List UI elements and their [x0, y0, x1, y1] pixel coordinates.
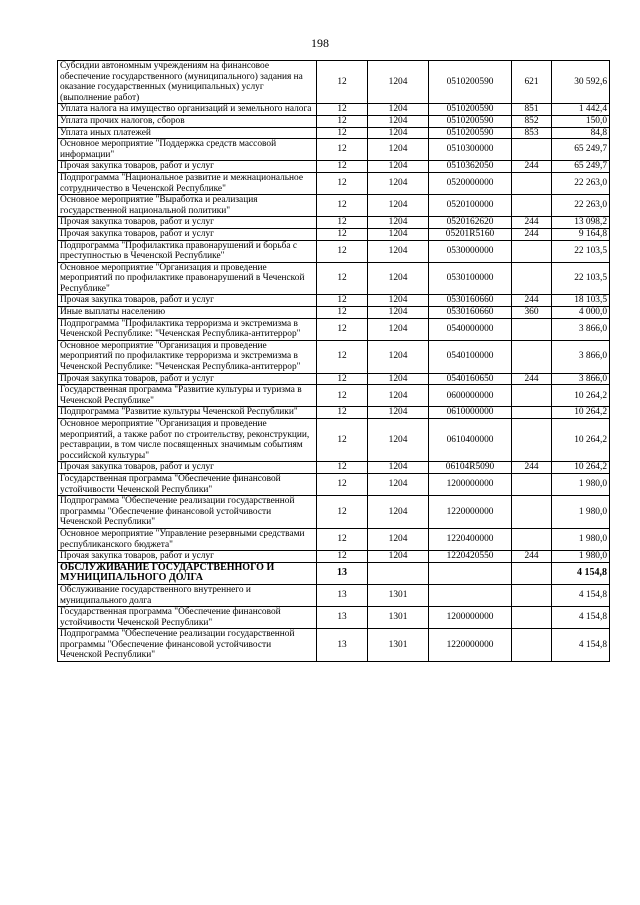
- expense-type-cell: [512, 528, 552, 550]
- subsection-code-cell: 1204: [368, 61, 429, 104]
- table-row: [58, 217, 610, 229]
- amount-cell: 150,0: [552, 115, 610, 127]
- amount-cell: 1 980,0: [552, 473, 610, 495]
- table-row: [58, 115, 610, 127]
- subsection-code-cell: 1301: [368, 607, 429, 629]
- expense-type-cell: 244: [512, 462, 552, 474]
- table-row: [58, 161, 610, 173]
- target-article-cell: 0510200590: [429, 104, 512, 116]
- section-code-cell: 12: [317, 295, 368, 307]
- row-name-cell: Прочая закупка товаров, работ и услуг: [58, 373, 317, 385]
- row-name-cell: Прочая закупка товаров, работ и услуг: [58, 217, 317, 229]
- target-article-cell: 1220000000: [429, 629, 512, 662]
- table-row: [58, 385, 610, 407]
- subsection-code-cell: 1204: [368, 462, 429, 474]
- expense-type-cell: [512, 607, 552, 629]
- row-name-cell: Основное мероприятие "Организация и проведение мероприятий, а также работ по строительству, реконструкции, реставрации, в том числе посвященных значимым событиям российской культуры": [58, 419, 317, 462]
- section-code-cell: 12: [317, 195, 368, 217]
- table-row: [58, 407, 610, 419]
- expense-type-cell: [512, 419, 552, 462]
- row-name-cell: Прочая закупка товаров, работ и услуг: [58, 161, 317, 173]
- table-row: [58, 195, 610, 217]
- target-article-cell: [429, 584, 512, 606]
- subsection-code-cell: 1204: [368, 373, 429, 385]
- section-code-cell: 12: [317, 307, 368, 319]
- target-article-cell: 0520100000: [429, 195, 512, 217]
- section-code-cell: 13: [317, 584, 368, 606]
- row-name-cell: Подпрограмма "Профилактика терроризма и экстремизма в Чеченской Республике: "Чеченская Республика-антитеррор": [58, 318, 317, 340]
- expense-type-cell: 244: [512, 161, 552, 173]
- expense-type-cell: 621: [512, 61, 552, 104]
- subsection-code-cell: 1204: [368, 528, 429, 550]
- amount-cell: 30 592,6: [552, 61, 610, 104]
- row-name-cell: Субсидии автономным учреждениям на финансовое обеспечение государственного (муниципального) задания на оказание государственных (муниципальных) услуг (выполнение работ): [58, 61, 317, 104]
- amount-cell: 13 098,2: [552, 217, 610, 229]
- section-code-cell: 12: [317, 419, 368, 462]
- expense-type-cell: 244: [512, 295, 552, 307]
- row-name-cell: Подпрограмма "Обеспечение реализации государственной программы "Обеспечение финансовой устойчивости Чеченской Республики": [58, 496, 317, 529]
- amount-cell: 1 980,0: [552, 496, 610, 529]
- target-article-cell: 0510200590: [429, 115, 512, 127]
- target-article-cell: 0530160660: [429, 295, 512, 307]
- row-name-cell: Иные выплаты населению: [58, 307, 317, 319]
- table-row: [58, 295, 610, 307]
- section-code-cell: 12: [317, 473, 368, 495]
- row-name-cell: Подпрограмма "Национальное развитие и межнациональное сотрудничество в Чеченской Республике": [58, 172, 317, 194]
- row-name-cell: Основное мероприятие "Поддержка средств массовой информации": [58, 139, 317, 161]
- subsection-code-cell: 1204: [368, 340, 429, 373]
- subsection-code-cell: 1204: [368, 473, 429, 495]
- table-row: [58, 104, 610, 116]
- amount-cell: 10 264,2: [552, 407, 610, 419]
- subsection-code-cell: 1204: [368, 496, 429, 529]
- page-number: 198: [311, 36, 329, 50]
- target-article-cell: 1220400000: [429, 528, 512, 550]
- section-code-cell: 12: [317, 172, 368, 194]
- expense-type-cell: 244: [512, 373, 552, 385]
- table-row: [58, 127, 610, 139]
- amount-cell: 1 980,0: [552, 551, 610, 563]
- table-row: [58, 262, 610, 295]
- section-code-cell: 12: [317, 385, 368, 407]
- row-name-cell: Основное мероприятие "Организация и проведение мероприятий по профилактике терроризма и экстремизма в Чеченской Республике: "Чеченская Республика-антитеррор": [58, 340, 317, 373]
- table-row: [58, 61, 610, 104]
- subsection-code-cell: 1301: [368, 584, 429, 606]
- amount-cell: 22 103,5: [552, 240, 610, 262]
- subsection-code-cell: 1204: [368, 307, 429, 319]
- section-code-cell: 12: [317, 407, 368, 419]
- section-code-cell: 12: [317, 161, 368, 173]
- expense-type-cell: 244: [512, 228, 552, 240]
- section-code-cell: 12: [317, 228, 368, 240]
- section-code-cell: 12: [317, 462, 368, 474]
- subsection-code-cell: 1204: [368, 195, 429, 217]
- expense-type-cell: [512, 139, 552, 161]
- amount-cell: 10 264,2: [552, 462, 610, 474]
- expense-type-cell: [512, 318, 552, 340]
- expense-type-cell: [512, 340, 552, 373]
- amount-cell: 4 154,8: [552, 562, 610, 584]
- expense-type-cell: 852: [512, 115, 552, 127]
- amount-cell: 65 249,7: [552, 161, 610, 173]
- section-code-cell: 12: [317, 318, 368, 340]
- table-row: [58, 528, 610, 550]
- section-code-cell: 12: [317, 127, 368, 139]
- subsection-code-cell: 1204: [368, 551, 429, 563]
- target-article-cell: 0530160660: [429, 307, 512, 319]
- section-code-cell: 12: [317, 61, 368, 104]
- amount-cell: 22 103,5: [552, 262, 610, 295]
- amount-cell: 3 866,0: [552, 373, 610, 385]
- row-name-cell: Обслуживание государственного внутреннего и муниципального долга: [58, 584, 317, 606]
- subsection-code-cell: 1204: [368, 262, 429, 295]
- expense-type-cell: [512, 385, 552, 407]
- amount-cell: 65 249,7: [552, 139, 610, 161]
- section-code-cell: 12: [317, 373, 368, 385]
- amount-cell: 18 103,5: [552, 295, 610, 307]
- target-article-cell: 0610000000: [429, 407, 512, 419]
- target-article-cell: 05201R5160: [429, 228, 512, 240]
- subsection-code-cell: 1204: [368, 228, 429, 240]
- target-article-cell: 0510300000: [429, 139, 512, 161]
- section-code-cell: 12: [317, 496, 368, 529]
- expense-type-cell: [512, 407, 552, 419]
- amount-cell: 4 154,8: [552, 607, 610, 629]
- subsection-code-cell: 1204: [368, 295, 429, 307]
- expense-type-cell: [512, 240, 552, 262]
- amount-cell: 4 154,8: [552, 584, 610, 606]
- row-name-cell: Прочая закупка товаров, работ и услуг: [58, 462, 317, 474]
- target-article-cell: 0540160650: [429, 373, 512, 385]
- expense-type-cell: 851: [512, 104, 552, 116]
- table-row: [58, 318, 610, 340]
- target-article-cell: [429, 562, 512, 584]
- table-row: [58, 496, 610, 529]
- subsection-code-cell: 1301: [368, 629, 429, 662]
- table-row: [58, 240, 610, 262]
- expense-type-cell: 853: [512, 127, 552, 139]
- row-name-cell: Уплата прочих налогов, сборов: [58, 115, 317, 127]
- section-code-cell: 12: [317, 139, 368, 161]
- subsection-code-cell: 1204: [368, 407, 429, 419]
- subsection-code-cell: 1204: [368, 240, 429, 262]
- target-article-cell: 0540000000: [429, 318, 512, 340]
- expense-type-cell: 360: [512, 307, 552, 319]
- budget-table-body: [58, 61, 610, 662]
- row-name-cell: Прочая закупка товаров, работ и услуг: [58, 295, 317, 307]
- section-code-cell: 12: [317, 104, 368, 116]
- table-row: [58, 172, 610, 194]
- table-row: [58, 584, 610, 606]
- table-row: [58, 629, 610, 662]
- row-name-cell: Подпрограмма "Профилактика правонарушений и борьба с преступностью в Чеченской Республике": [58, 240, 317, 262]
- amount-cell: 10 264,2: [552, 385, 610, 407]
- subsection-code-cell: 1204: [368, 385, 429, 407]
- section-code-cell: 13: [317, 607, 368, 629]
- target-article-cell: 1220420550: [429, 551, 512, 563]
- row-name-cell: Основное мероприятие "Выработка и реализация государственной национальной политики": [58, 195, 317, 217]
- row-name-cell: ОБСЛУЖИВАНИЕ ГОСУДАРСТВЕННОГО И МУНИЦИПАЛЬНОГО ДОЛГА: [58, 562, 317, 584]
- amount-cell: 9 164,8: [552, 228, 610, 240]
- subsection-code-cell: [368, 562, 429, 584]
- expense-type-cell: [512, 195, 552, 217]
- target-article-cell: 0540100000: [429, 340, 512, 373]
- table-row: [58, 139, 610, 161]
- section-code-cell: 13: [317, 562, 368, 584]
- table-row: [58, 562, 610, 584]
- subsection-code-cell: 1204: [368, 172, 429, 194]
- amount-cell: 3 866,0: [552, 318, 610, 340]
- row-name-cell: Подпрограмма "Обеспечение реализации государственной программы "Обеспечение финансовой устойчивости Чеченской Республики": [58, 629, 317, 662]
- target-article-cell: 0600000000: [429, 385, 512, 407]
- amount-cell: 10 264,2: [552, 419, 610, 462]
- section-code-cell: 12: [317, 240, 368, 262]
- row-name-cell: Подпрограмма "Развитие культуры Чеченской Республики": [58, 407, 317, 419]
- table-row: [58, 228, 610, 240]
- row-name-cell: Уплата налога на имущество организаций и земельного налога: [58, 104, 317, 116]
- section-code-cell: 12: [317, 115, 368, 127]
- subsection-code-cell: 1204: [368, 115, 429, 127]
- expense-type-cell: 244: [512, 217, 552, 229]
- table-row: [58, 607, 610, 629]
- row-name-cell: Государственная программа "Обеспечение финансовой устойчивости Чеченской Республики": [58, 607, 317, 629]
- row-name-cell: Государственная программа "Развитие культуры и туризма в Чеченской Республике": [58, 385, 317, 407]
- row-name-cell: Государственная программа "Обеспечение финансовой устойчивости Чеченской Республики": [58, 473, 317, 495]
- subsection-code-cell: 1204: [368, 139, 429, 161]
- amount-cell: 22 263,0: [552, 172, 610, 194]
- amount-cell: 3 866,0: [552, 340, 610, 373]
- row-name-cell: Прочая закупка товаров, работ и услуг: [58, 551, 317, 563]
- target-article-cell: 1200000000: [429, 607, 512, 629]
- budget-table: [57, 60, 610, 662]
- row-name-cell: Основное мероприятие "Управление резервными средствами республиканского бюджета": [58, 528, 317, 550]
- target-article-cell: 0530000000: [429, 240, 512, 262]
- section-code-cell: 13: [317, 629, 368, 662]
- subsection-code-cell: 1204: [368, 217, 429, 229]
- section-code-cell: 12: [317, 340, 368, 373]
- expense-type-cell: 244: [512, 551, 552, 563]
- section-code-cell: 12: [317, 528, 368, 550]
- amount-cell: 1 980,0: [552, 528, 610, 550]
- target-article-cell: 1200000000: [429, 473, 512, 495]
- target-article-cell: 06104R5090: [429, 462, 512, 474]
- expense-type-cell: [512, 562, 552, 584]
- target-article-cell: 0510362050: [429, 161, 512, 173]
- expense-type-cell: [512, 473, 552, 495]
- table-row: [58, 307, 610, 319]
- target-article-cell: 1220000000: [429, 496, 512, 529]
- table-row: [58, 340, 610, 373]
- subsection-code-cell: 1204: [368, 318, 429, 340]
- target-article-cell: 0530100000: [429, 262, 512, 295]
- table-row: [58, 373, 610, 385]
- target-article-cell: 0520000000: [429, 172, 512, 194]
- row-name-cell: Основное мероприятие "Организация и проведение мероприятий по профилактике правонарушений в Чеченской Республике": [58, 262, 317, 295]
- row-name-cell: Уплата иных платежей: [58, 127, 317, 139]
- target-article-cell: 0520162620: [429, 217, 512, 229]
- section-code-cell: 12: [317, 217, 368, 229]
- subsection-code-cell: 1204: [368, 161, 429, 173]
- row-name-cell: Прочая закупка товаров, работ и услуг: [58, 228, 317, 240]
- expense-type-cell: [512, 584, 552, 606]
- target-article-cell: 0510200590: [429, 61, 512, 104]
- expense-type-cell: [512, 172, 552, 194]
- subsection-code-cell: 1204: [368, 104, 429, 116]
- table-row: [58, 462, 610, 474]
- amount-cell: 22 263,0: [552, 195, 610, 217]
- target-article-cell: 0510200590: [429, 127, 512, 139]
- section-code-cell: 12: [317, 262, 368, 295]
- section-code-cell: 12: [317, 551, 368, 563]
- expense-type-cell: [512, 262, 552, 295]
- target-article-cell: 0610400000: [429, 419, 512, 462]
- amount-cell: 4 154,8: [552, 629, 610, 662]
- amount-cell: 84,8: [552, 127, 610, 139]
- amount-cell: 4 000,0: [552, 307, 610, 319]
- subsection-code-cell: 1204: [368, 419, 429, 462]
- subsection-code-cell: 1204: [368, 127, 429, 139]
- expense-type-cell: [512, 629, 552, 662]
- table-row: [58, 551, 610, 563]
- expense-type-cell: [512, 496, 552, 529]
- table-row: [58, 419, 610, 462]
- table-row: [58, 473, 610, 495]
- amount-cell: 1 442,4: [552, 104, 610, 116]
